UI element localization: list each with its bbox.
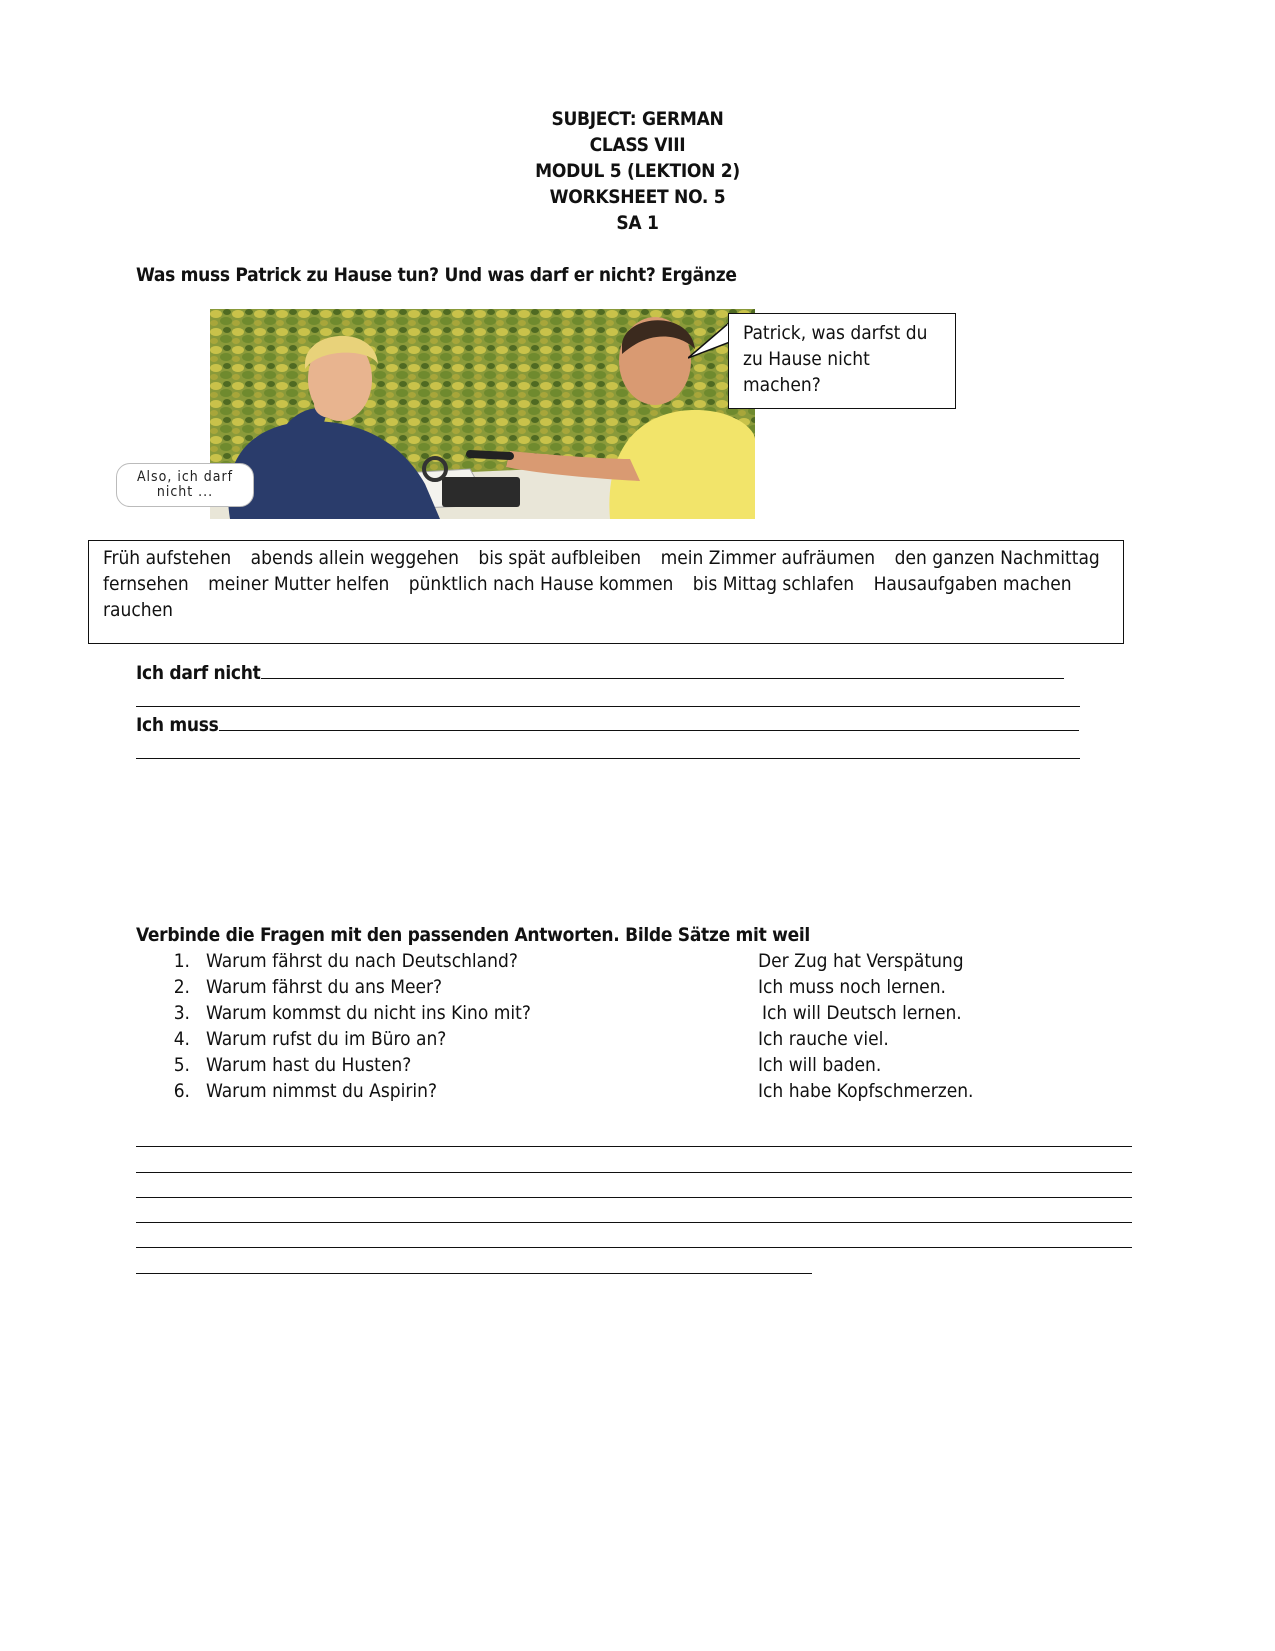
word-item: rauchen [103, 599, 173, 621]
answer-blank[interactable] [136, 1247, 1132, 1248]
word-item: pünktlich nach Hause kommen [408, 573, 674, 595]
muss-line [136, 712, 1079, 738]
darf-nicht-line [136, 660, 1064, 686]
answer-item: Ich habe Kopfschmerzen. [758, 1080, 974, 1102]
exercise-2-title: Verbinde die Fragen mit den passenden Antworten. Bilde Sätze mit weil [136, 924, 810, 946]
answer-blank[interactable] [136, 1273, 812, 1274]
worksheet-number: WORKSHEET NO. 5 [549, 186, 726, 208]
answer-blank[interactable] [219, 712, 1079, 731]
answer-item: Der Zug hat Verspätung [758, 950, 964, 972]
answer-blank[interactable] [136, 1172, 1132, 1173]
answer-blank[interactable] [136, 1146, 1132, 1147]
word-box [88, 540, 1124, 644]
answer-blank[interactable] [261, 660, 1064, 679]
darf-nicht-label: Ich darf nicht [136, 662, 261, 684]
answer-blank[interactable] [136, 758, 1080, 759]
answer-blank[interactable] [136, 1222, 1132, 1223]
photo-patrick-interview [210, 309, 755, 519]
speech-bubble: Patrick, was darfst du zu Hause nicht machen? [728, 313, 956, 409]
word-item: bis spät aufbleiben [478, 547, 642, 569]
answer-blank[interactable] [136, 1197, 1132, 1198]
speech-bubble-tail [688, 320, 732, 360]
modul-line: MODUL 5 (LEKTION 2) [535, 160, 740, 182]
subject-line: SUBJECT: GERMAN [551, 108, 724, 130]
worksheet-header [0, 106, 1275, 236]
answer-list [758, 948, 974, 1104]
answer-item: Ich will Deutsch lernen. [762, 1002, 962, 1024]
word-item: mein Zimmer aufräumen [660, 547, 876, 569]
class-line: CLASS VIII [589, 134, 686, 156]
muss-label: Ich muss [136, 714, 219, 736]
answer-item: Ich muss noch lernen. [758, 976, 946, 998]
word-item: Früh aufstehen [103, 547, 232, 569]
small-speech-bubble: Also, ich darf nicht ... [116, 463, 254, 507]
answer-item: Ich will baden. [758, 1054, 882, 1076]
answer-item: Ich rauche viel. [758, 1028, 889, 1050]
word-item: den ganzen Nachmittag fernsehen [103, 547, 1100, 595]
sa-line: SA 1 [616, 212, 659, 234]
word-item: abends allein weggehen [250, 547, 459, 569]
word-item: Hausaufgaben machen [873, 573, 1072, 595]
answer-blank[interactable] [136, 706, 1080, 707]
word-item: bis Mittag schlafen [692, 573, 855, 595]
exercise-1-title: Was muss Patrick zu Hause tun? Und was darf er nicht? Ergänze [136, 264, 737, 286]
word-item: meiner Mutter helfen [208, 573, 390, 595]
